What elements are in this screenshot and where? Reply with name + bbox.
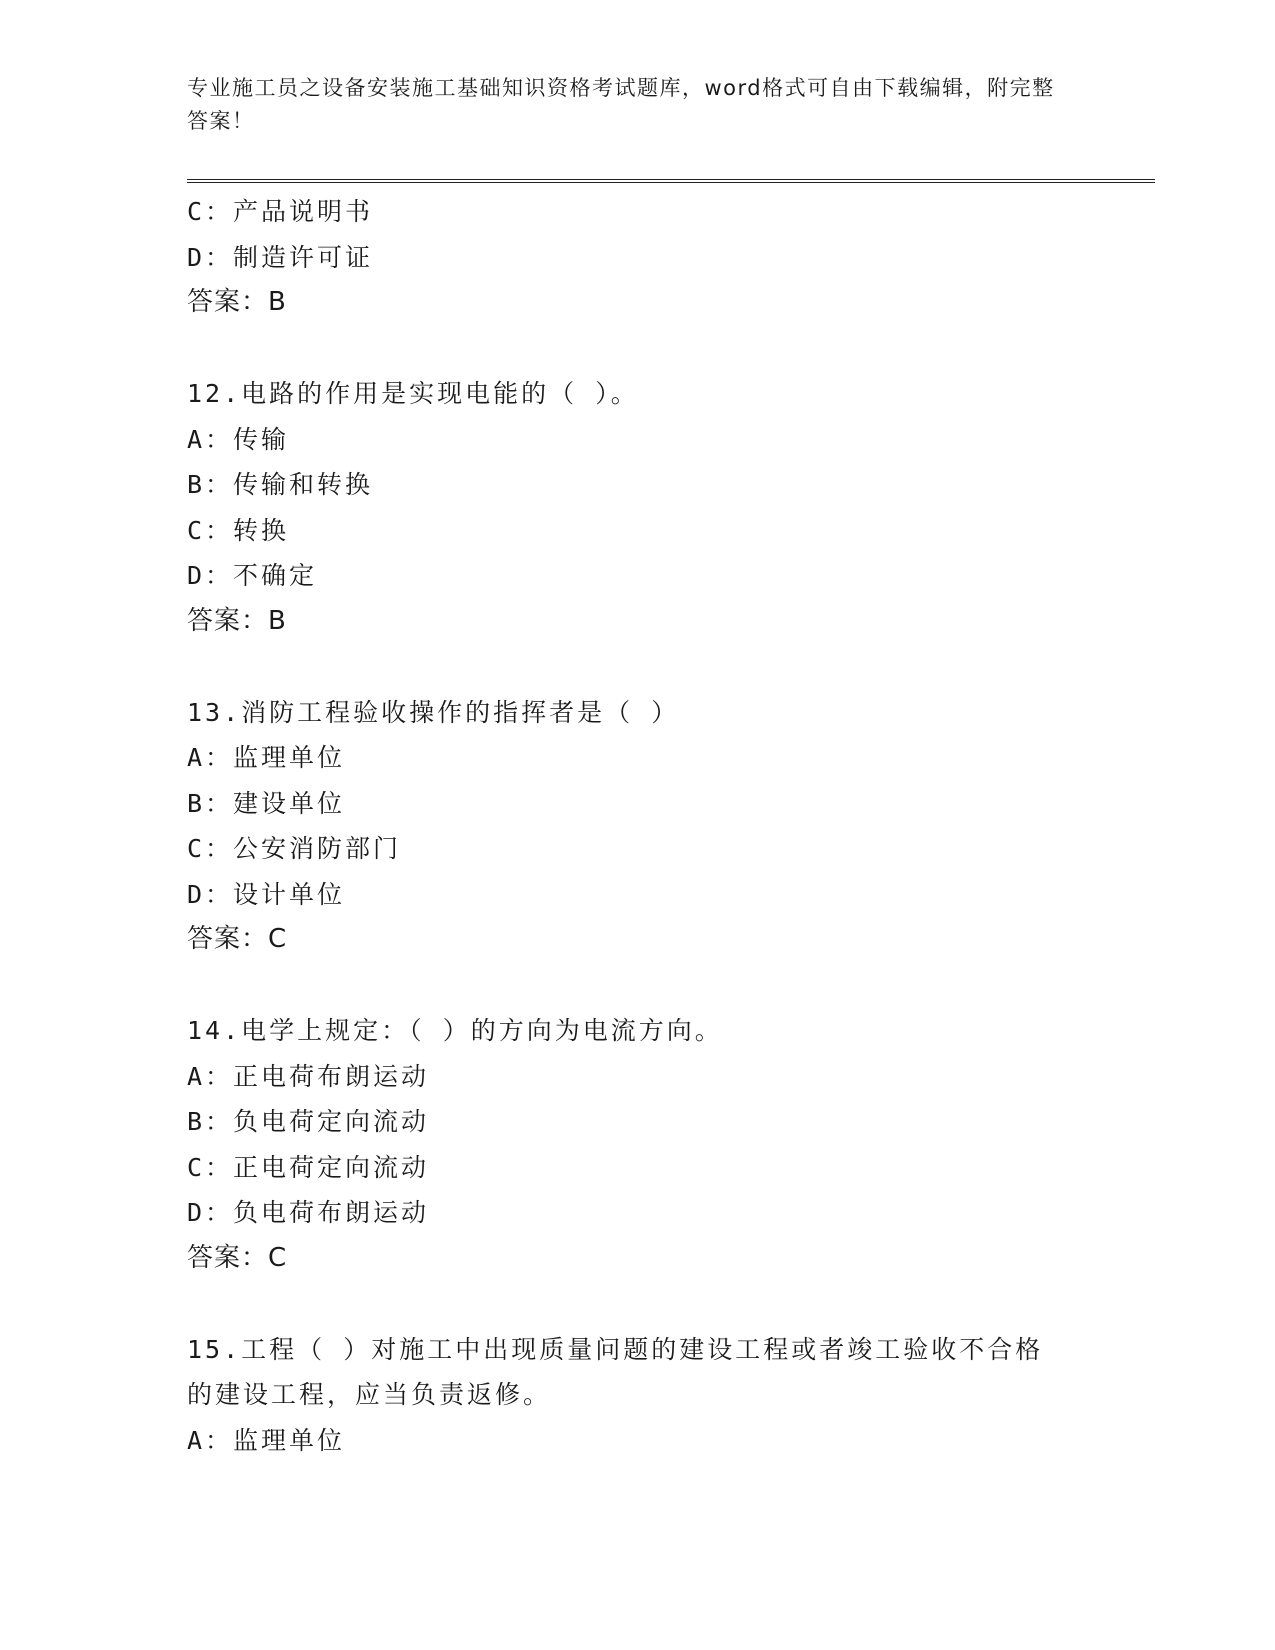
- option-c: C：正电荷定向流动: [187, 1152, 430, 1182]
- question-block-14: [187, 1008, 1087, 1281]
- option-b: B：负电荷定向流动: [187, 1107, 430, 1136]
- header-text: 专业施工员之设备安装施工基础知识资格考试题库，word格式可自由下载编辑，附完整答案！: [187, 76, 1055, 133]
- option-a: A：正电荷布朗运动: [187, 1061, 430, 1091]
- question-block-15: [187, 1327, 1087, 1464]
- option-b: B：建设单位: [187, 788, 346, 818]
- document-header: [187, 72, 1067, 138]
- option-c: C：产品说明书: [187, 197, 374, 226]
- spacer: [187, 1281, 1087, 1327]
- question-block-11-continued: [187, 189, 1087, 326]
- option-a: A：传输: [187, 424, 290, 454]
- option-d: D：负电荷布朗运动: [187, 1198, 430, 1227]
- spacer: [187, 644, 1087, 690]
- option-a: A：监理单位: [187, 1425, 346, 1455]
- question-block-13: [187, 690, 1087, 963]
- question-list: [187, 189, 1087, 1463]
- answer: 答案：C: [187, 924, 288, 954]
- answer: 答案：B: [187, 287, 287, 317]
- option-b: B：传输和转换: [187, 470, 374, 499]
- spacer: [187, 326, 1087, 372]
- question-stem: 15.工程（ ）对施工中出现质量问题的建设工程或者竣工验收不合格的建设工程，应当负责返修。: [187, 1334, 1044, 1409]
- question-block-12: [187, 371, 1087, 644]
- option-c: C：转换: [187, 515, 290, 545]
- answer: 答案：B: [187, 605, 287, 636]
- spacer: [187, 963, 1087, 1009]
- option-d: D：不确定: [187, 561, 318, 590]
- option-a: A：监理单位: [187, 743, 346, 772]
- question-stem: 13.消防工程验收操作的指挥者是（ ）: [187, 697, 680, 727]
- option-d: D：设计单位: [187, 879, 346, 909]
- header-divider: [187, 179, 1155, 183]
- option-c: C：公安消防部门: [187, 834, 402, 863]
- question-stem: 12.电路的作用是实现电能的（ ）。: [187, 379, 639, 408]
- answer: 答案：C: [187, 1242, 288, 1273]
- question-stem: 14.电学上规定：（ ）的方向为电流方向。: [187, 1016, 723, 1045]
- option-d: D：制造许可证: [187, 242, 374, 272]
